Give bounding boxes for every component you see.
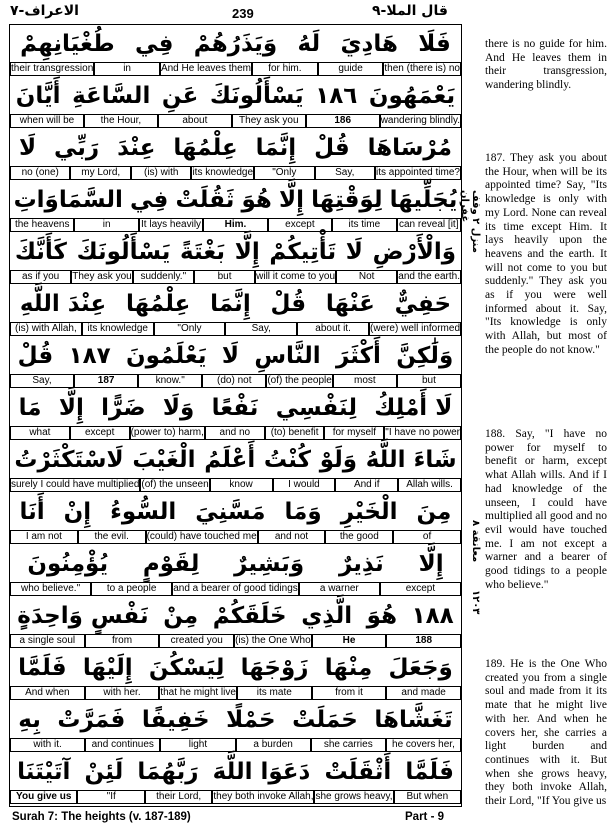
verse-row [10,753,461,804]
arabic-word: شَاءَ اللَّهُ [365,446,457,473]
gloss-cell: Him. [203,218,267,232]
gloss-cell: but [194,270,255,284]
gloss-cell: They ask you [72,271,132,282]
arabic-word: لِقَوْمٍ [142,550,200,577]
verse-row [10,25,461,76]
arabic-line [10,337,461,374]
arabic-word: نَذِيرٌ [338,550,384,577]
gloss-cell: in [94,62,160,76]
arabic-word: قُلْ [17,342,54,369]
gloss-cell: And He leaves them [160,63,252,74]
gloss-cell: Say, [225,322,297,336]
gloss-cell: surely I could have multiplied [11,479,140,490]
arabic-word: طُغْيَانِهِمْ [20,30,115,57]
verse-row [10,77,461,128]
arabic-word: وَالْأَرْضِ [372,238,457,265]
arabic-word: نَفْسٍ وَاحِدَةٍ [17,602,149,629]
arabic-word: حَفِيٌّ [394,290,452,317]
arabic-word: مِنَ [416,498,452,525]
gloss-cell: It lays heavily [139,218,203,232]
gloss-cell: no (one) [10,166,70,180]
gloss-cell: 188 [386,634,461,648]
gloss-cell: "I have no power [385,427,460,438]
gloss-cell: You give us [10,790,77,804]
arabic-line [10,545,461,582]
arabic-word: مُرْسَاهَا [367,134,452,161]
gloss-cell: but [397,374,461,388]
arabic-word: إِلَّا [279,186,305,213]
arabic-word: لَا [221,342,239,369]
verse-row [10,181,461,232]
arabic-word: كَأَنَّكَ [14,238,67,265]
gloss-cell: They ask you [232,114,306,128]
verse-row [10,649,461,700]
arabic-word: ١٨٨ [411,602,454,629]
arabic-word: حَمْلًا [226,706,276,733]
gloss-line [10,738,461,752]
gloss-cell: (is) with Allah, [10,322,82,336]
gloss-cell: created you [159,634,234,648]
arabic-word: فَلَمَّا [18,654,67,681]
arabic-word: وَيَذَرُهُمْ [193,30,278,57]
gloss-cell: (could) have touched me [146,531,257,542]
gloss-cell: of [393,530,461,544]
arabic-word: عَنِ [161,82,199,109]
gloss-cell: Allah wills. [398,478,461,492]
gloss-cell: its knowledge [192,167,254,178]
arabic-line [10,233,461,270]
margin-note-ruku: ١٢٠٣ [470,590,481,615]
gloss-cell: its appointed time? [376,167,460,178]
arabic-word: بَغْتَةً [180,238,226,265]
verse-row [10,337,461,388]
arabic-word: إِلَّا [234,238,260,265]
gloss-cell: (to) benefit [265,426,325,440]
gloss-line [10,686,461,700]
arabic-word: الَّذِي [301,602,353,629]
arabic-word: أَعْلَمُ [204,446,256,473]
gloss-cell: except [70,426,130,440]
gloss-cell: my Lord, [70,166,130,180]
footer-part: Part - 9 [405,811,444,823]
gloss-cell: a burden [236,738,311,752]
arabic-word: يَعْمَهُونَ [368,82,456,109]
arabic-word: يُجَلِّيهَا [389,186,458,213]
arabic-word: إِلَّا [58,394,84,421]
margin-note-manzil: منزل ٢ وقف غفران [459,190,481,253]
arabic-word: بِهِ [18,706,41,733]
gloss-cell: Say, [10,374,74,388]
arabic-word: دَعَوَا اللَّهَ [212,758,311,785]
arabic-word: أَكْثَرَ [335,342,381,369]
gloss-line [10,270,461,284]
gloss-cell: and no [205,426,265,440]
gloss-cell: with her. [85,686,160,700]
gloss-cell: "Only [154,322,226,336]
translation-paragraph-188: 188. Say, "I have no power for myself to benefit or harm, except what Allah wills. And if I had knowledge of the unseen, I could have multiplied all good and no evil would have touched me. I am not except a warner and a bearer of good tidings to a people who believe." [485,428,607,591]
gloss-cell: to a people [91,582,172,596]
arabic-word: فَمَرَّتْ [57,706,126,733]
gloss-cell: and made [386,686,461,700]
gloss-line [10,634,461,648]
gloss-cell: for myself [324,426,384,440]
gloss-cell: I am not [10,530,78,544]
arabic-word: لَهُ [297,30,321,57]
arabic-word: تَغَشَّاهَا [374,706,453,733]
arabic-word: لَا أَمْلِكُ [374,394,453,421]
word-by-word-grid [9,24,462,807]
arabic-word: لِنَفْسِي [275,394,357,421]
verse-row [10,493,461,544]
gloss-cell: from [85,634,160,648]
margin-note-muanaqah: معانقة ٨ [470,520,481,563]
header-juz-name: قال الملا-٩ [372,3,448,19]
arabic-word: رَبِّي [54,134,100,161]
gloss-cell: as if you [10,270,71,284]
gloss-cell: its knowledge [82,322,154,336]
gloss-cell: "If [77,790,144,804]
gloss-cell: (is) the One Who [235,635,311,646]
arabic-line [10,597,461,634]
arabic-word: مِنْ [163,602,199,629]
gloss-cell: in [74,218,138,232]
arabic-word: هَادِيَ [340,30,398,57]
arabic-line [10,181,461,218]
arabic-word: وَلَا [162,394,195,421]
gloss-cell: and continues [85,738,160,752]
page-number: 239 [232,6,254,21]
gloss-cell: except [268,218,332,232]
arabic-word: فَلَمَّا [405,758,454,785]
gloss-cell: "Only [254,166,314,180]
arabic-word: السَّمَاوَاتِ [13,186,123,213]
gloss-cell: I would [273,478,336,492]
arabic-word: رَبَّهُمَا [137,758,199,785]
footer-surah-reference: Surah 7: The heights (v. 187-189) [12,811,191,823]
translation-paragraph-187: 187. They ask you about the Hour, when will be its appointed time? Say, "Its knowledge is only with my Lord. None can reveal its time except Him. It lays heavily upon the heavens and the earth. It will not come to you but suddenly." They ask you as if you were well informed about it. Say, "Its knowledge is only with Allah, but most of the people do not know." [485,152,607,356]
gloss-line [10,478,461,492]
header-surah-name: الاعراف-٧ [10,3,79,19]
arabic-line [10,701,461,738]
gloss-cell: (is) with [131,166,191,180]
gloss-cell: know." [138,374,202,388]
arabic-word: الْغَيْبَ [132,446,196,473]
gloss-cell: the good [325,530,393,544]
verse-row [10,441,461,492]
arabic-word: خَلَقَكُمْ [212,602,287,629]
gloss-cell: know [210,478,273,492]
arabic-word: قُلْ [270,290,307,317]
arabic-word: وَلَوْ [319,446,358,473]
arabic-word: الْخَيْرِ [340,498,398,525]
arabic-word: لَاسْتَكْثَرْتُ [14,446,124,473]
verse-row [10,545,461,596]
arabic-word: وَبَشِيرٌ [234,550,305,577]
arabic-word: فَلَا [418,30,451,57]
arabic-word: مَا [18,394,42,421]
gloss-cell: except [380,582,461,596]
gloss-cell: can reveal [it] [397,218,461,232]
gloss-cell: He [312,634,387,648]
arabic-word: يُؤْمِنُونَ [27,550,109,577]
gloss-cell: about it. [297,322,369,336]
gloss-line [10,582,461,596]
gloss-line [10,790,461,804]
arabic-word: إِنَّمَا [255,134,297,161]
gloss-cell: the Hour, [84,114,158,128]
gloss-cell: from it [312,686,387,700]
gloss-cell: she grows heavy, [315,791,393,802]
arabic-word: قُلْ [314,134,350,161]
gloss-cell: their transgression [11,63,94,74]
gloss-cell: their Lord, [145,790,212,804]
arabic-word: لِوَقْتِهَا [311,186,383,213]
arabic-word: نَفْعًا [211,394,259,421]
gloss-cell: suddenly." [133,270,194,284]
gloss-cell: when will be [10,114,84,128]
arabic-word: كُنْتُ [263,446,312,473]
gloss-cell: But when [394,790,461,804]
gloss-cell: they both invoke Allah, [213,791,314,802]
arabic-word: ضَرًّا [101,394,146,421]
gloss-cell: Not [336,270,397,284]
gloss-line [10,62,461,76]
gloss-cell: 187 [74,374,138,388]
arabic-word: فِي [135,30,174,57]
gloss-cell: what [10,426,70,440]
gloss-cell: And when [10,686,85,700]
arabic-word: إِنْ [63,498,92,525]
arabic-line [10,493,461,530]
arabic-word: ١٨٦ [315,82,358,109]
arabic-word: وَلَٰكِنَّ [396,342,454,369]
arabic-word: أَيَّانَ [15,82,61,109]
arabic-word: يَسْأَلُونَكَ [209,82,304,109]
gloss-cell: (power to) harm, [130,427,204,438]
gloss-line [10,374,461,388]
gloss-cell: light [160,738,235,752]
arabic-word: ١٨٧ [68,342,111,369]
gloss-cell: about [158,114,232,128]
arabic-word: ثَقُلَتْ [175,186,235,213]
arabic-line [10,77,461,114]
arabic-line [10,285,461,322]
arabic-word: السُّوءُ [110,498,177,525]
arabic-word: إِنَّمَا [210,290,251,317]
arabic-word: أَثْقَلَتْ [324,758,392,785]
arabic-word: هُوَ [366,602,398,629]
verse-row [10,389,461,440]
arabic-line [10,129,461,166]
translation-paragraph-186: there is no guide for him. And He leaves them in their transgression, wandering blindly. [485,38,607,92]
gloss-line [10,322,461,336]
gloss-line [10,218,461,232]
gloss-cell: the evil. [78,530,146,544]
arabic-word: يَسْأَلُونَكَ [76,238,171,265]
gloss-cell: and a bearer of good tidings [173,583,298,594]
arabic-word: زَوْجَهَا [240,654,309,681]
gloss-cell: for him. [252,62,318,76]
gloss-line [10,166,461,180]
verse-row [10,285,461,336]
arabic-word: لَا [18,134,37,161]
gloss-cell: its mate [237,686,312,700]
arabic-word: وَمَا [284,498,322,525]
arabic-word: عَنْهَا [325,290,375,317]
arabic-word: إِلَّا [418,550,444,577]
arabic-word: خَفِيفًا [141,706,210,733]
gloss-cell: will it come to you [256,271,336,282]
arabic-word: تَأْتِيكُمْ [269,238,337,265]
translation-paragraph-189: 189. He is the One Who created you from a single soul and made from it its mate that he might live with her. And when he covers her, she carries a light burden and continues with it. But when she grows heavy, they both invoke Allah, their Lord, "If You give us [485,658,607,808]
gloss-cell: and not [258,530,326,544]
gloss-cell: its time [332,218,396,232]
arabic-word: لَا [345,238,363,265]
gloss-line [10,114,461,128]
gloss-cell: (of) the people [267,375,332,386]
arabic-word: فِي [129,186,169,213]
arabic-word: وَجَعَلَ [388,654,453,681]
gloss-cell: wandering blindly. [380,115,460,126]
arabic-word: لِيَسْكُنَ [148,654,225,681]
arabic-word: مِنْهَا [324,654,373,681]
arabic-line [10,649,461,686]
verse-row [10,701,461,752]
gloss-cell: and the earth. [398,271,460,282]
gloss-cell: 186 [306,114,380,128]
verse-row [10,233,461,284]
gloss-cell: (were) well informed [369,323,461,334]
gloss-cell: with it. [10,738,85,752]
gloss-line [10,530,461,544]
gloss-cell: guide [318,62,384,76]
gloss-cell: a warner [299,582,380,596]
arabic-word: لَئِنْ [84,758,124,785]
gloss-cell: he covers her, [386,738,461,752]
gloss-cell: And if [335,478,398,492]
arabic-line [10,25,461,62]
arabic-word: النَّاسِ [254,342,321,369]
arabic-word: هُوَ [241,186,272,213]
arabic-word: آتَيْتَنَا [17,758,71,785]
gloss-cell: she carries [311,738,386,752]
verse-row [10,129,461,180]
arabic-word: أَنَا [19,498,45,525]
gloss-cell: Say, [315,166,375,180]
arabic-line [10,389,461,426]
gloss-cell: then (there is) no [384,63,460,74]
gloss-cell: the heavens [10,218,74,232]
arabic-word: عِلْمُهَا [125,290,191,317]
arabic-word: السَّاعَةِ [72,82,151,109]
gloss-cell: (do) not [202,374,266,388]
arabic-word: عِنْدَ اللَّهِ [19,290,107,317]
arabic-word: يَعْلَمُونَ [126,342,207,369]
arabic-word: عِلْمُهَا [173,134,238,161]
arabic-word: عِنْدَ [117,134,156,161]
arabic-word: إِلَيْهَا [82,654,133,681]
verse-row [10,597,461,648]
arabic-word: حَمَلَتْ [292,706,358,733]
gloss-cell: that he might live [160,687,236,698]
gloss-cell: most [333,374,397,388]
gloss-cell: (of) the unseen [141,479,209,490]
gloss-cell: who believe." [10,582,91,596]
arabic-word: مَسَّنِيَ [195,498,266,525]
arabic-line [10,441,461,478]
arabic-line [10,753,461,790]
gloss-cell: a single soul [10,634,85,648]
gloss-line [10,426,461,440]
